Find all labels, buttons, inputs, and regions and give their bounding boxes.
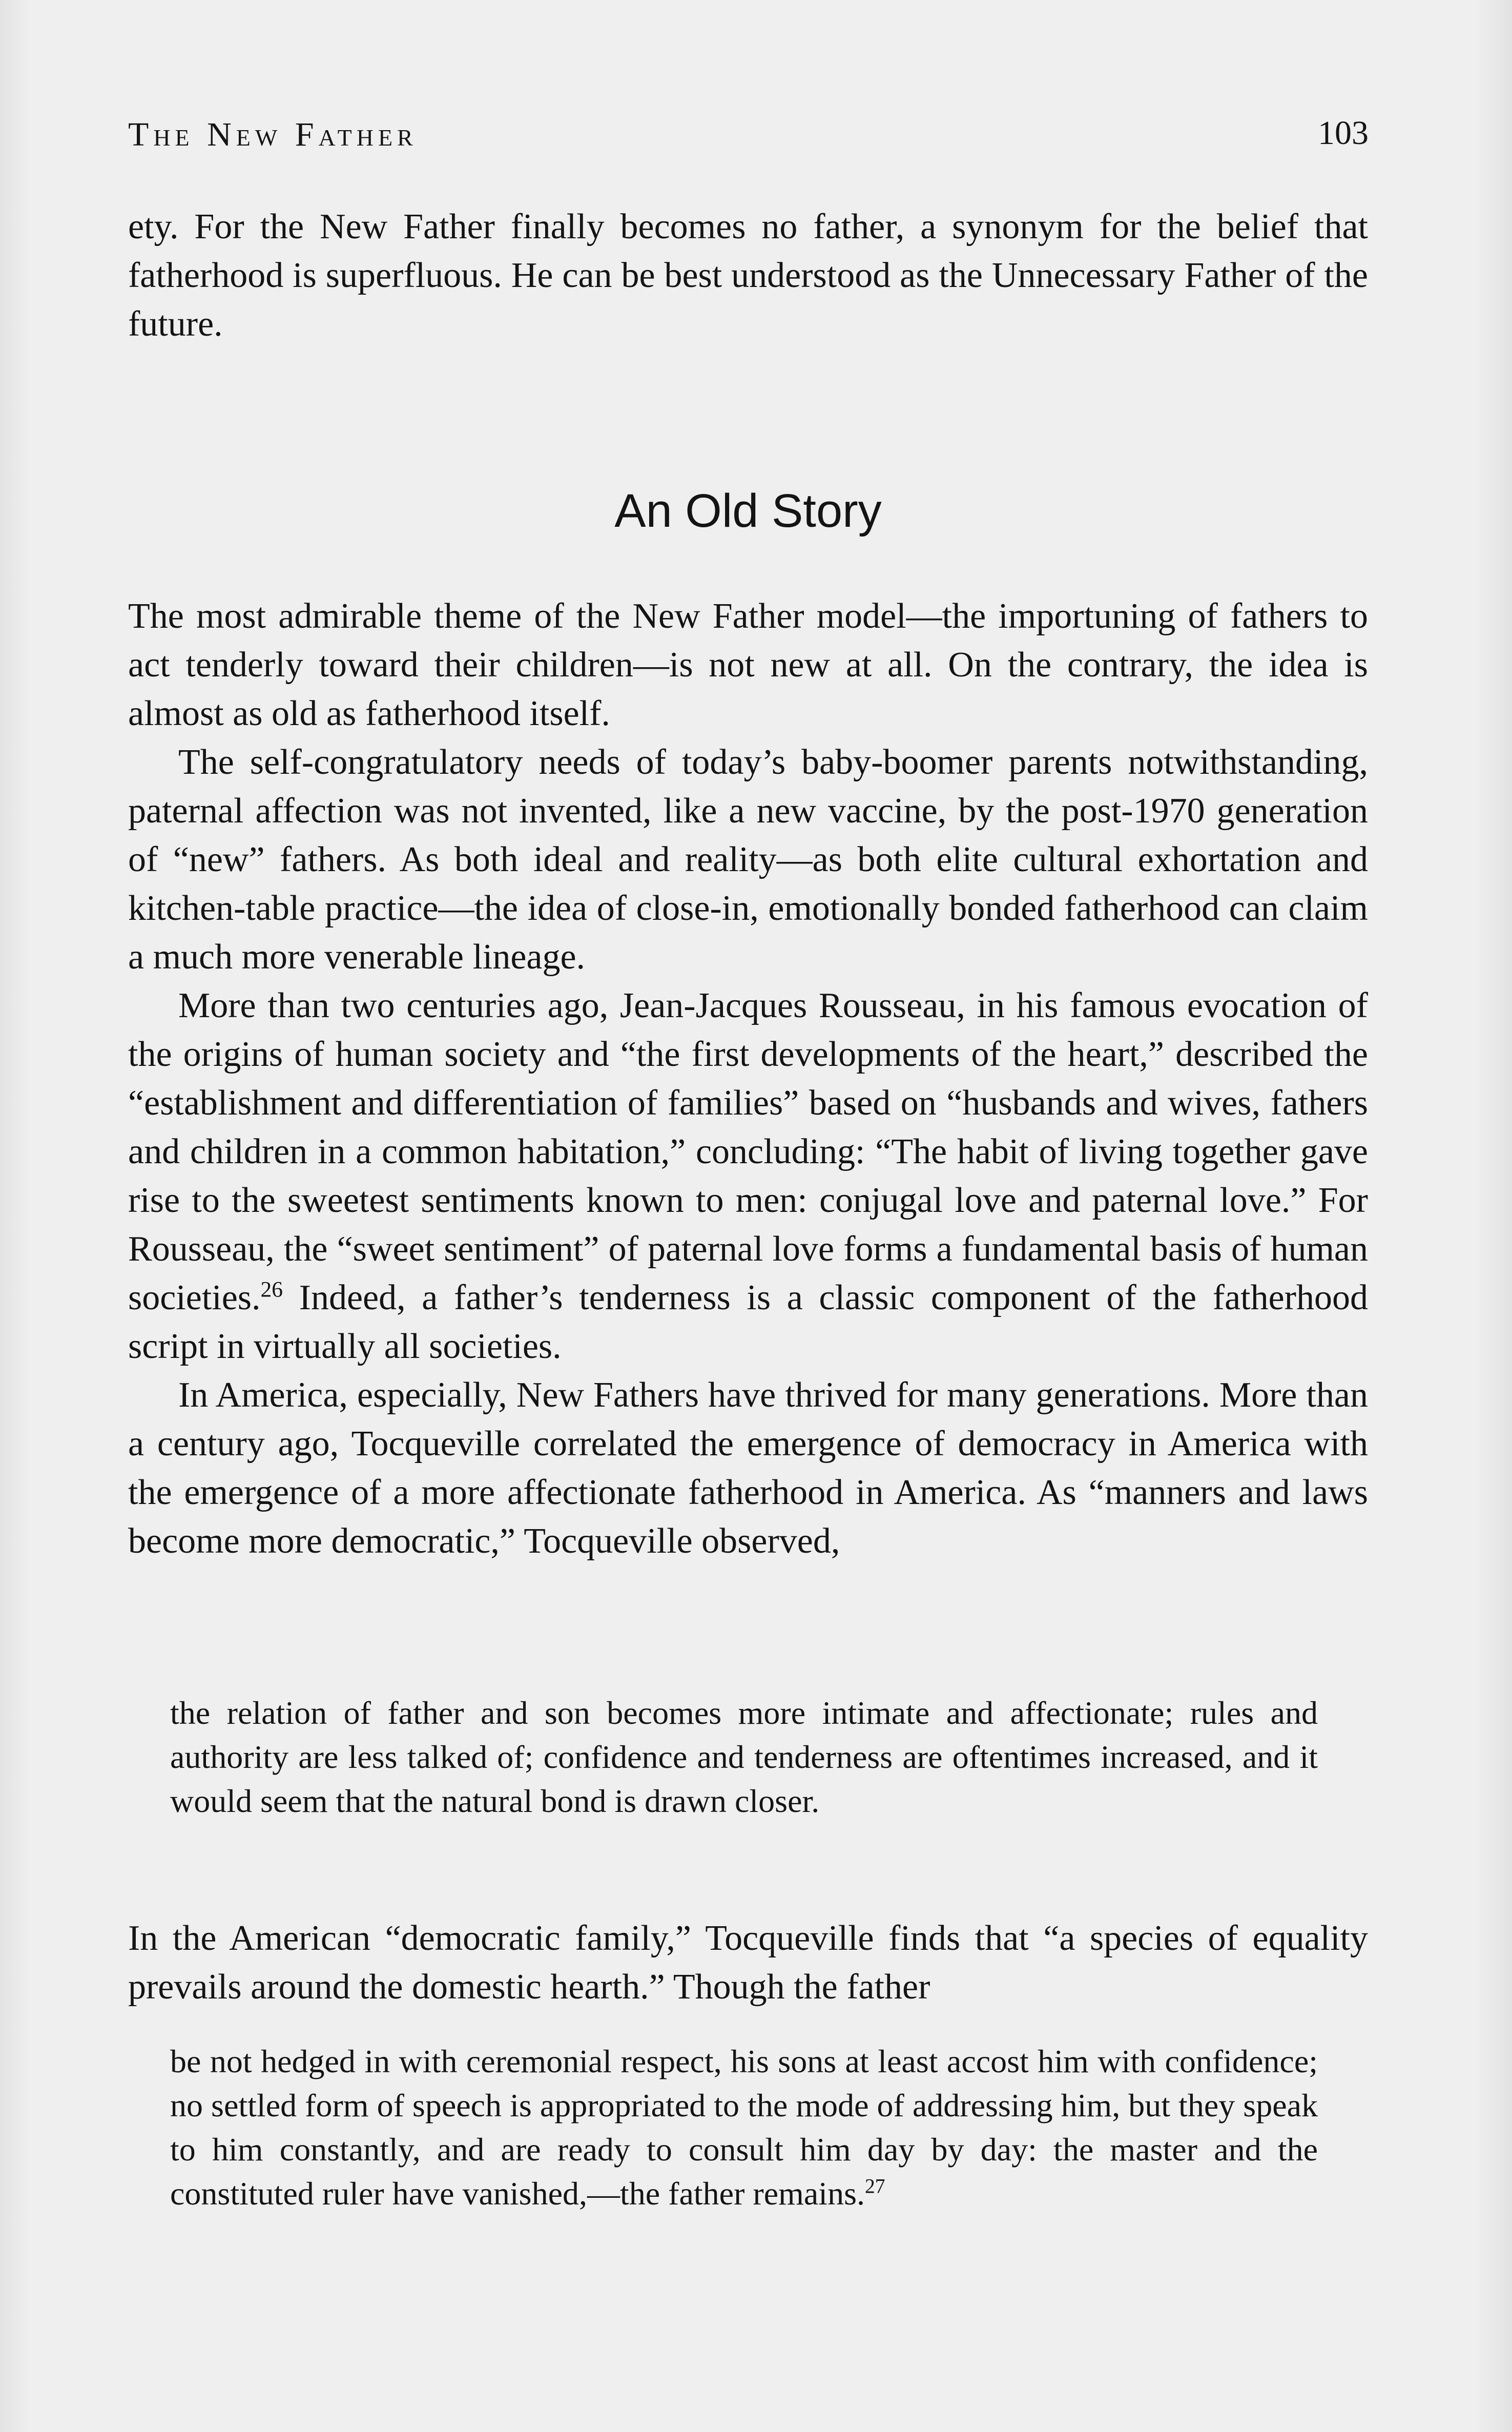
block-quote-1 bbox=[170, 1691, 1318, 1823]
paragraph-after-quote bbox=[128, 1914, 1368, 2011]
main-body bbox=[128, 592, 1368, 1565]
paragraph-1: The most admirable theme of the New Father model—the importuning of fathers to act tenderly toward their children—is not new at all. On the contrary, the idea is almost as old as fatherhood itself. bbox=[128, 596, 1368, 733]
paragraph-after-quote-text: In the American “democratic family,” Tocqueville finds that “a species of equality prevails around the domestic hearth.” Though the father bbox=[128, 1919, 1368, 2007]
block-quote-2-body bbox=[170, 2039, 1318, 2216]
footnote-marker-27: 27 bbox=[864, 2175, 885, 2198]
paragraph-4: In America, especially, New Fathers have thrived for many generations. More than a century ago, Tocqueville correlated the emergence of democracy in America with the emergence of a more affectionate fatherhood in America. As “manners and laws become more democratic,” Tocqueville observed, bbox=[128, 1375, 1368, 1561]
running-head: The New Father bbox=[128, 116, 418, 153]
section-heading: An Old Story bbox=[614, 485, 882, 537]
paragraph-3 bbox=[128, 981, 1368, 1371]
block-quote-2 bbox=[170, 2039, 1318, 2216]
continuation-text: ety. For the New Father finally becomes no father, a synonym for the belief that fatherhood is superfluous. He can be best understood as the Unnecessary Father of the future. bbox=[128, 207, 1368, 344]
block-quote-1-text: the relation of father and son becomes more intimate and affectionate; rules and authority are less talked of; confidence and tenderness are oftentimes increased, and it would seem that the natural bond is drawn closer. bbox=[170, 1695, 1318, 1819]
footnote-marker-26: 26 bbox=[260, 1277, 283, 1302]
block-quote-2-text: be not hedged in with ceremonial respect, his sons at least accost him with confidence; no settled form of speech is appropriated to the mode of addressing him, but they speak to him constantly, and are ready to consult him day by day: the master and the constituted ruler have vanished,—the father remains. bbox=[170, 2043, 1318, 2212]
paragraph-2: The self-congratulatory needs of today’s baby-boomer parents notwithstanding, paternal affection was not invented, like a new vaccine, by the post-1970 generation of “new” fathers. As both ideal and reality—as both elite cultural exhortation and kitchen-table practice—the idea of close-in, emotionally bonded fatherhood can claim a much more venerable lineage. bbox=[128, 743, 1368, 977]
continuation-paragraph bbox=[128, 202, 1368, 348]
paragraph-3-text-continued: Indeed, a father’s tenderness is a classic component of the fatherhood script in virtually all societies. bbox=[128, 1278, 1368, 1366]
page-number: 103 bbox=[1318, 114, 1369, 152]
paragraph-3-text: More than two centuries ago, Jean-Jacques Rousseau, in his famous evocation of the origins of human society and “the first developments of the heart,” described the “establishment and differentiation of families” based on “husbands and wives, fathers and children in a common habitation,” concluding: “The habit of living together gave rise to the sweetest sentiments known to men: conjugal love and paternal love.” For Rousseau, the “sweet sentiment” of paternal love forms a fundamental basis of human societies. bbox=[128, 986, 1368, 1317]
